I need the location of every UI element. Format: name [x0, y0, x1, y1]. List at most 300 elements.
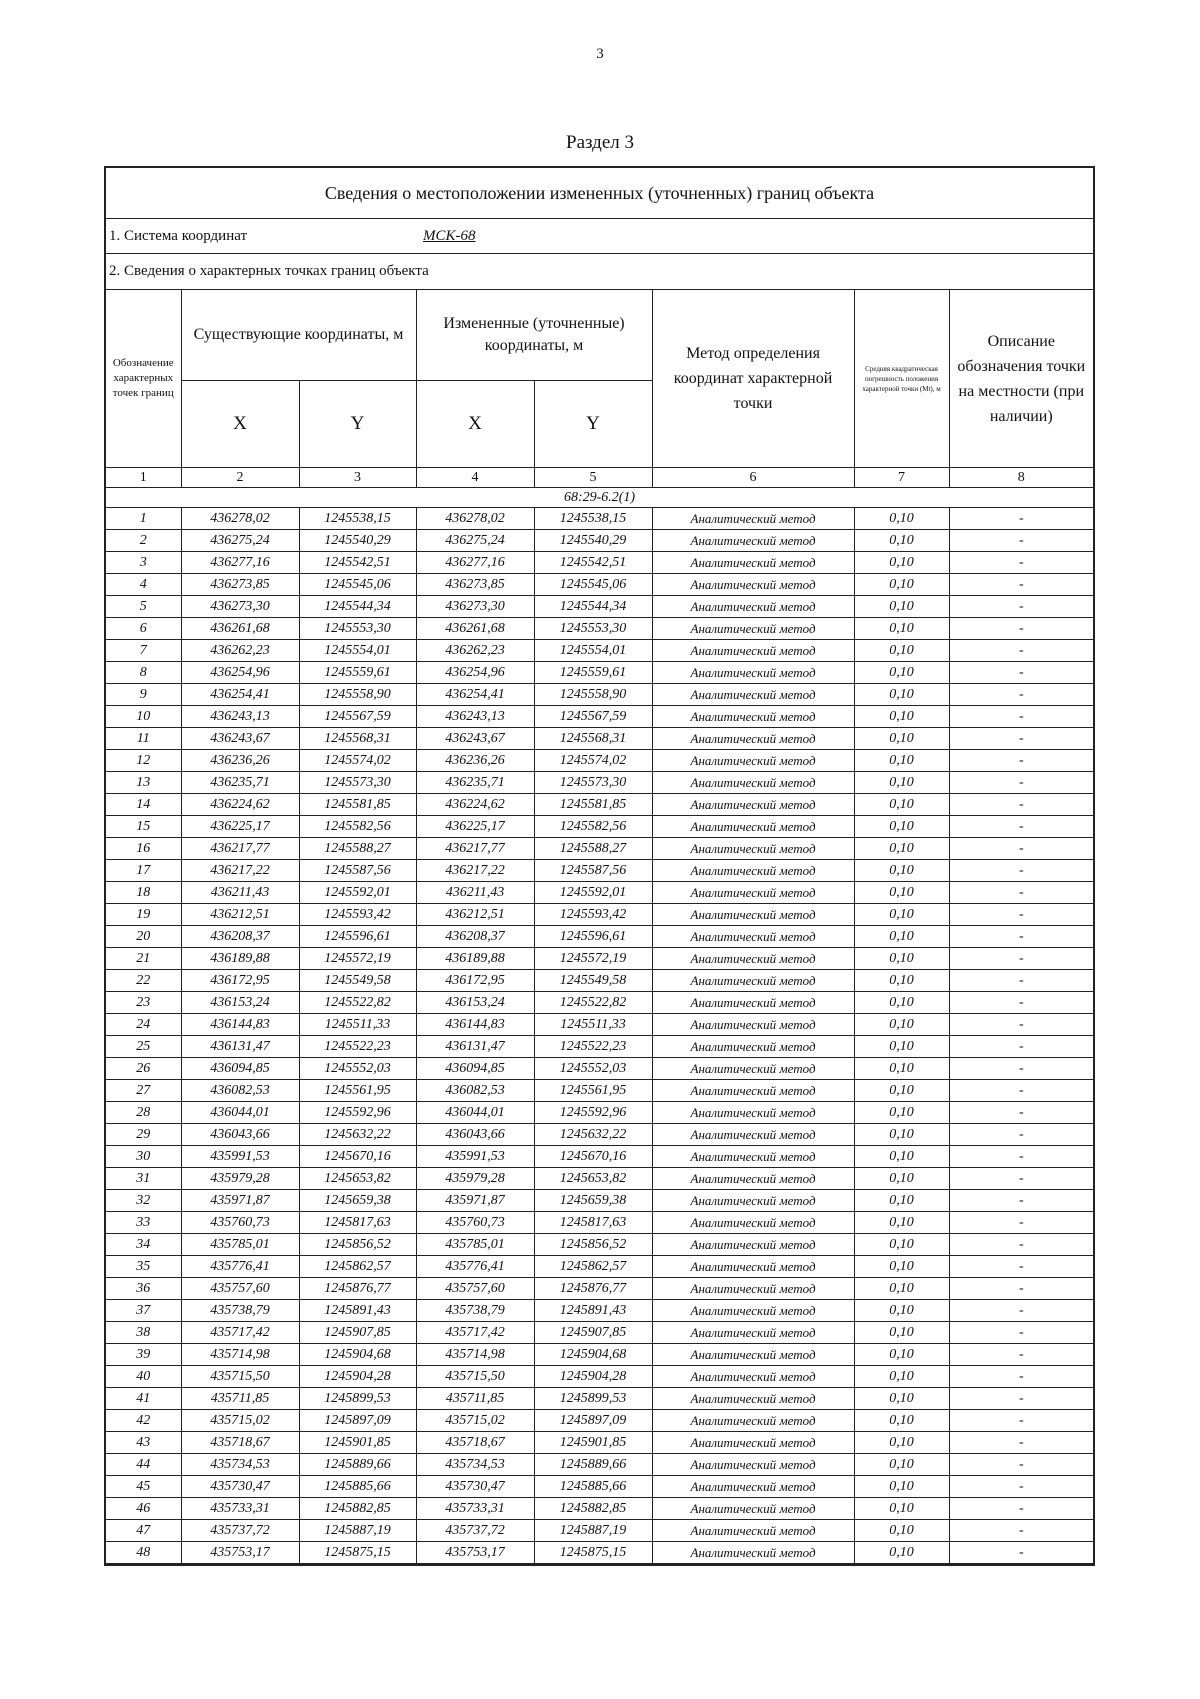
- table-row: [106, 1190, 1093, 1212]
- description-cell: -: [949, 1388, 1093, 1410]
- point-number-cell: 45: [106, 1476, 181, 1498]
- existing-y-cell: 1245540,29: [299, 530, 416, 552]
- error-cell: 0,10: [854, 530, 949, 552]
- description-cell: -: [949, 794, 1093, 816]
- existing-x-cell: 436131,47: [181, 1036, 299, 1058]
- table-row: [106, 1454, 1093, 1476]
- error-cell: 0,10: [854, 1454, 949, 1476]
- changed-x-cell: 436082,53: [416, 1080, 534, 1102]
- existing-y-cell: 1245553,30: [299, 618, 416, 640]
- changed-y-cell: 1245901,85: [534, 1432, 652, 1454]
- existing-y-cell: 1245588,27: [299, 838, 416, 860]
- existing-x-cell: 436217,77: [181, 838, 299, 860]
- changed-y-cell: 1245522,82: [534, 992, 652, 1014]
- method-cell: Аналитический метод: [652, 1080, 854, 1102]
- description-cell: -: [949, 508, 1093, 530]
- header-existing-x: X: [181, 381, 299, 468]
- coordinate-system-row: [106, 219, 1093, 254]
- changed-x-cell: 436243,13: [416, 706, 534, 728]
- method-cell: Аналитический метод: [652, 1190, 854, 1212]
- error-cell: 0,10: [854, 1366, 949, 1388]
- existing-y-cell: 1245558,90: [299, 684, 416, 706]
- existing-y-cell: 1245581,85: [299, 794, 416, 816]
- changed-x-cell: 436235,71: [416, 772, 534, 794]
- existing-y-cell: 1245632,22: [299, 1124, 416, 1146]
- existing-x-cell: 436212,51: [181, 904, 299, 926]
- existing-y-cell: 1245574,02: [299, 750, 416, 772]
- error-cell: 0,10: [854, 1344, 949, 1366]
- existing-x-cell: 435714,98: [181, 1344, 299, 1366]
- table-row: [106, 1278, 1093, 1300]
- changed-y-cell: 1245567,59: [534, 706, 652, 728]
- existing-x-cell: 435971,87: [181, 1190, 299, 1212]
- description-cell: -: [949, 1190, 1093, 1212]
- method-cell: Аналитический метод: [652, 1124, 854, 1146]
- point-number-cell: 10: [106, 706, 181, 728]
- error-cell: 0,10: [854, 1410, 949, 1432]
- table-row: [106, 1080, 1093, 1102]
- changed-x-cell: 436217,22: [416, 860, 534, 882]
- coordinate-system-value: МСК-68: [423, 228, 476, 244]
- error-cell: 0,10: [854, 772, 949, 794]
- existing-x-cell: 435979,28: [181, 1168, 299, 1190]
- table-row: [106, 1168, 1093, 1190]
- existing-x-cell: 436275,24: [181, 530, 299, 552]
- page-number: 3: [596, 46, 604, 62]
- column-number: 1: [106, 468, 181, 488]
- table-row: [106, 1366, 1093, 1388]
- description-cell: -: [949, 772, 1093, 794]
- changed-y-cell: 1245885,66: [534, 1476, 652, 1498]
- changed-x-cell: 435785,01: [416, 1234, 534, 1256]
- existing-x-cell: 436262,23: [181, 640, 299, 662]
- existing-x-cell: 435715,02: [181, 1410, 299, 1432]
- existing-x-cell: 436044,01: [181, 1102, 299, 1124]
- description-cell: -: [949, 1520, 1093, 1542]
- changed-x-cell: 436208,37: [416, 926, 534, 948]
- existing-y-cell: 1245567,59: [299, 706, 416, 728]
- description-cell: -: [949, 1036, 1093, 1058]
- changed-x-cell: 436144,83: [416, 1014, 534, 1036]
- existing-y-cell: 1245561,95: [299, 1080, 416, 1102]
- changed-y-cell: 1245587,56: [534, 860, 652, 882]
- existing-y-cell: 1245554,01: [299, 640, 416, 662]
- table-row: [106, 684, 1093, 706]
- changed-y-cell: 1245596,61: [534, 926, 652, 948]
- changed-x-cell: 436275,24: [416, 530, 534, 552]
- error-cell: 0,10: [854, 904, 949, 926]
- error-cell: 0,10: [854, 1542, 949, 1564]
- description-cell: -: [949, 992, 1093, 1014]
- point-number-cell: 19: [106, 904, 181, 926]
- existing-x-cell: 436153,24: [181, 992, 299, 1014]
- table-row: [106, 1146, 1093, 1168]
- existing-x-cell: 436273,30: [181, 596, 299, 618]
- changed-x-cell: 435753,17: [416, 1542, 534, 1564]
- existing-x-cell: 435738,79: [181, 1300, 299, 1322]
- header-changed-coordinates: Измененные (уточненные) координаты, м: [416, 290, 652, 381]
- existing-x-cell: 436243,67: [181, 728, 299, 750]
- existing-x-cell: 436254,96: [181, 662, 299, 684]
- changed-x-cell: 436224,62: [416, 794, 534, 816]
- table-row: [106, 794, 1093, 816]
- existing-x-cell: 435991,53: [181, 1146, 299, 1168]
- changed-y-cell: 1245511,33: [534, 1014, 652, 1036]
- changed-x-cell: 436277,16: [416, 552, 534, 574]
- error-cell: 0,10: [854, 816, 949, 838]
- existing-x-cell: 435753,17: [181, 1542, 299, 1564]
- error-cell: 0,10: [854, 1190, 949, 1212]
- error-cell: 0,10: [854, 1498, 949, 1520]
- header-changed-y: Y: [534, 381, 652, 468]
- error-cell: 0,10: [854, 1432, 949, 1454]
- point-number-cell: 2: [106, 530, 181, 552]
- changed-y-cell: 1245581,85: [534, 794, 652, 816]
- changed-x-cell: 436262,23: [416, 640, 534, 662]
- description-cell: -: [949, 882, 1093, 904]
- error-cell: 0,10: [854, 1300, 949, 1322]
- table-row: [106, 728, 1093, 750]
- existing-x-cell: 436144,83: [181, 1014, 299, 1036]
- column-number: 2: [181, 468, 299, 488]
- description-cell: -: [949, 1256, 1093, 1278]
- changed-y-cell: 1245553,30: [534, 618, 652, 640]
- existing-y-cell: 1245596,61: [299, 926, 416, 948]
- description-cell: -: [949, 1498, 1093, 1520]
- error-cell: 0,10: [854, 1476, 949, 1498]
- method-cell: Аналитический метод: [652, 1366, 854, 1388]
- point-number-cell: 17: [106, 860, 181, 882]
- method-cell: Аналитический метод: [652, 728, 854, 750]
- changed-y-cell: 1245572,19: [534, 948, 652, 970]
- existing-y-cell: 1245572,19: [299, 948, 416, 970]
- error-cell: 0,10: [854, 1168, 949, 1190]
- boundary-table-frame: [104, 166, 1095, 1566]
- point-number-cell: 5: [106, 596, 181, 618]
- table-row: [106, 1256, 1093, 1278]
- existing-x-cell: 435785,01: [181, 1234, 299, 1256]
- header-changed-x: X: [416, 381, 534, 468]
- description-cell: -: [949, 1014, 1093, 1036]
- header-existing-coordinates: Существующие координаты, м: [181, 290, 416, 381]
- method-cell: Аналитический метод: [652, 508, 854, 530]
- point-number-cell: 26: [106, 1058, 181, 1080]
- table-row: [106, 530, 1093, 552]
- points-caption: 2. Сведения о характерных точках границ объекта: [106, 254, 1093, 290]
- method-cell: Аналитический метод: [652, 926, 854, 948]
- description-cell: -: [949, 816, 1093, 838]
- method-cell: Аналитический метод: [652, 750, 854, 772]
- changed-x-cell: 436236,26: [416, 750, 534, 772]
- description-cell: -: [949, 640, 1093, 662]
- existing-x-cell: 435733,31: [181, 1498, 299, 1520]
- changed-y-cell: 1245659,38: [534, 1190, 652, 1212]
- table-row: [106, 816, 1093, 838]
- changed-y-cell: 1245588,27: [534, 838, 652, 860]
- points-table-body: [106, 508, 1093, 1564]
- header-error: Средняя квадратическая погрешность положения характерной точки (Mt), м: [854, 290, 949, 468]
- existing-y-cell: 1245545,06: [299, 574, 416, 596]
- changed-y-cell: 1245862,57: [534, 1256, 652, 1278]
- description-cell: -: [949, 1146, 1093, 1168]
- table-row: [106, 1410, 1093, 1432]
- point-number-cell: 21: [106, 948, 181, 970]
- error-cell: 0,10: [854, 882, 949, 904]
- description-cell: -: [949, 1542, 1093, 1564]
- point-number-cell: 25: [106, 1036, 181, 1058]
- coordinate-system-label: 1. Система координат: [109, 228, 248, 244]
- existing-x-cell: 436273,85: [181, 574, 299, 596]
- existing-y-cell: 1245887,19: [299, 1520, 416, 1542]
- error-cell: 0,10: [854, 1212, 949, 1234]
- method-cell: Аналитический метод: [652, 706, 854, 728]
- column-number: 3: [299, 468, 416, 488]
- error-cell: 0,10: [854, 706, 949, 728]
- changed-x-cell: 436153,24: [416, 992, 534, 1014]
- changed-x-cell: 436212,51: [416, 904, 534, 926]
- point-number-cell: 20: [106, 926, 181, 948]
- changed-y-cell: 1245558,90: [534, 684, 652, 706]
- method-cell: Аналитический метод: [652, 1520, 854, 1542]
- error-cell: 0,10: [854, 728, 949, 750]
- method-cell: Аналитический метод: [652, 1454, 854, 1476]
- table-row: [106, 1212, 1093, 1234]
- description-cell: -: [949, 1278, 1093, 1300]
- existing-x-cell: 436211,43: [181, 882, 299, 904]
- changed-x-cell: 435717,42: [416, 1322, 534, 1344]
- changed-y-cell: 1245582,56: [534, 816, 652, 838]
- existing-y-cell: 1245587,56: [299, 860, 416, 882]
- changed-y-cell: 1245904,28: [534, 1366, 652, 1388]
- existing-x-cell: 435760,73: [181, 1212, 299, 1234]
- table-row: [106, 1102, 1093, 1124]
- table-row: [106, 948, 1093, 970]
- point-number-cell: 43: [106, 1432, 181, 1454]
- method-cell: Аналитический метод: [652, 1322, 854, 1344]
- point-number-cell: 48: [106, 1542, 181, 1564]
- existing-y-cell: 1245907,85: [299, 1322, 416, 1344]
- table-row: [106, 970, 1093, 992]
- table-row: [106, 1036, 1093, 1058]
- method-cell: Аналитический метод: [652, 662, 854, 684]
- point-number-cell: 15: [106, 816, 181, 838]
- existing-y-cell: 1245817,63: [299, 1212, 416, 1234]
- column-number: 7: [854, 468, 949, 488]
- existing-y-cell: 1245897,09: [299, 1410, 416, 1432]
- method-cell: Аналитический метод: [652, 838, 854, 860]
- existing-x-cell: 435718,67: [181, 1432, 299, 1454]
- description-cell: -: [949, 662, 1093, 684]
- changed-y-cell: 1245856,52: [534, 1234, 652, 1256]
- existing-x-cell: 436235,71: [181, 772, 299, 794]
- header-description: Описание обозначения точки на местности (при наличии): [949, 290, 1093, 468]
- existing-x-cell: 436208,37: [181, 926, 299, 948]
- point-number-cell: 39: [106, 1344, 181, 1366]
- existing-y-cell: 1245582,56: [299, 816, 416, 838]
- existing-x-cell: 435757,60: [181, 1278, 299, 1300]
- description-cell: -: [949, 728, 1093, 750]
- existing-x-cell: 436189,88: [181, 948, 299, 970]
- table-row: [106, 1234, 1093, 1256]
- changed-y-cell: 1245891,43: [534, 1300, 652, 1322]
- method-cell: Аналитический метод: [652, 1058, 854, 1080]
- existing-y-cell: 1245559,61: [299, 662, 416, 684]
- existing-y-cell: 1245885,66: [299, 1476, 416, 1498]
- existing-y-cell: 1245544,34: [299, 596, 416, 618]
- changed-y-cell: 1245545,06: [534, 574, 652, 596]
- point-number-cell: 4: [106, 574, 181, 596]
- point-number-cell: 31: [106, 1168, 181, 1190]
- error-cell: 0,10: [854, 1080, 949, 1102]
- changed-x-cell: 435711,85: [416, 1388, 534, 1410]
- description-cell: -: [949, 1344, 1093, 1366]
- description-cell: -: [949, 1366, 1093, 1388]
- method-cell: Аналитический метод: [652, 992, 854, 1014]
- changed-x-cell: 435776,41: [416, 1256, 534, 1278]
- point-number-cell: 18: [106, 882, 181, 904]
- changed-x-cell: 435757,60: [416, 1278, 534, 1300]
- changed-x-cell: 435718,67: [416, 1432, 534, 1454]
- table-row: [106, 1124, 1093, 1146]
- description-cell: -: [949, 750, 1093, 772]
- point-number-cell: 40: [106, 1366, 181, 1388]
- changed-x-cell: 436273,30: [416, 596, 534, 618]
- description-cell: -: [949, 1234, 1093, 1256]
- description-cell: -: [949, 1300, 1093, 1322]
- table-row: [106, 1476, 1093, 1498]
- error-cell: 0,10: [854, 1058, 949, 1080]
- error-cell: 0,10: [854, 618, 949, 640]
- point-number-cell: 6: [106, 618, 181, 640]
- existing-y-cell: 1245522,23: [299, 1036, 416, 1058]
- table-row: [106, 662, 1093, 684]
- changed-y-cell: 1245538,15: [534, 508, 652, 530]
- changed-y-cell: 1245554,01: [534, 640, 652, 662]
- error-cell: 0,10: [854, 948, 949, 970]
- point-number-cell: 23: [106, 992, 181, 1014]
- table-row: [106, 1542, 1093, 1564]
- changed-x-cell: 436278,02: [416, 508, 534, 530]
- changed-y-cell: 1245592,01: [534, 882, 652, 904]
- changed-x-cell: 436243,67: [416, 728, 534, 750]
- point-number-cell: 11: [106, 728, 181, 750]
- column-number: 5: [534, 468, 652, 488]
- changed-x-cell: 436273,85: [416, 574, 534, 596]
- point-number-cell: 38: [106, 1322, 181, 1344]
- existing-y-cell: 1245573,30: [299, 772, 416, 794]
- changed-x-cell: 435733,31: [416, 1498, 534, 1520]
- error-cell: 0,10: [854, 1124, 949, 1146]
- method-cell: Аналитический метод: [652, 618, 854, 640]
- changed-y-cell: 1245887,19: [534, 1520, 652, 1542]
- method-cell: Аналитический метод: [652, 860, 854, 882]
- description-cell: -: [949, 926, 1093, 948]
- section-title: Раздел 3: [566, 132, 634, 153]
- description-cell: -: [949, 1454, 1093, 1476]
- error-cell: 0,10: [854, 662, 949, 684]
- method-cell: Аналитический метод: [652, 1168, 854, 1190]
- error-cell: 0,10: [854, 1520, 949, 1542]
- changed-y-cell: 1245897,09: [534, 1410, 652, 1432]
- changed-x-cell: 435738,79: [416, 1300, 534, 1322]
- table-row: [106, 926, 1093, 948]
- error-cell: 0,10: [854, 574, 949, 596]
- method-cell: Аналитический метод: [652, 1102, 854, 1124]
- changed-x-cell: 436225,17: [416, 816, 534, 838]
- point-number-cell: 33: [106, 1212, 181, 1234]
- changed-x-cell: 435737,72: [416, 1520, 534, 1542]
- description-cell: -: [949, 596, 1093, 618]
- existing-x-cell: 436243,13: [181, 706, 299, 728]
- error-cell: 0,10: [854, 1322, 949, 1344]
- error-cell: 0,10: [854, 750, 949, 772]
- changed-x-cell: 436094,85: [416, 1058, 534, 1080]
- existing-x-cell: 436043,66: [181, 1124, 299, 1146]
- changed-y-cell: 1245568,31: [534, 728, 652, 750]
- existing-x-cell: 436225,17: [181, 816, 299, 838]
- changed-x-cell: 436043,66: [416, 1124, 534, 1146]
- changed-x-cell: 435979,28: [416, 1168, 534, 1190]
- method-cell: Аналитический метод: [652, 552, 854, 574]
- table-row: [106, 1520, 1093, 1542]
- changed-y-cell: 1245542,51: [534, 552, 652, 574]
- description-cell: -: [949, 706, 1093, 728]
- description-cell: -: [949, 1058, 1093, 1080]
- method-cell: Аналитический метод: [652, 794, 854, 816]
- existing-y-cell: 1245882,85: [299, 1498, 416, 1520]
- error-cell: 0,10: [854, 508, 949, 530]
- existing-y-cell: 1245511,33: [299, 1014, 416, 1036]
- method-cell: Аналитический метод: [652, 1432, 854, 1454]
- description-cell: -: [949, 684, 1093, 706]
- existing-y-cell: 1245856,52: [299, 1234, 416, 1256]
- group-label: 68:29-6.2(1): [106, 488, 1093, 508]
- table-caption: Сведения о местоположении измененных (уточненных) границ объекта: [106, 168, 1093, 219]
- existing-x-cell: 436172,95: [181, 970, 299, 992]
- table-row: [106, 838, 1093, 860]
- description-cell: -: [949, 1322, 1093, 1344]
- existing-y-cell: 1245542,51: [299, 552, 416, 574]
- error-cell: 0,10: [854, 970, 949, 992]
- existing-x-cell: 436277,16: [181, 552, 299, 574]
- method-cell: Аналитический метод: [652, 816, 854, 838]
- table-row: [106, 750, 1093, 772]
- header-existing-y: Y: [299, 381, 416, 468]
- changed-x-cell: 436217,77: [416, 838, 534, 860]
- existing-x-cell: 436217,22: [181, 860, 299, 882]
- table-row: [106, 706, 1093, 728]
- error-cell: 0,10: [854, 860, 949, 882]
- changed-y-cell: 1245573,30: [534, 772, 652, 794]
- point-number-cell: 34: [106, 1234, 181, 1256]
- error-cell: 0,10: [854, 992, 949, 1014]
- changed-y-cell: 1245593,42: [534, 904, 652, 926]
- changed-y-cell: 1245899,53: [534, 1388, 652, 1410]
- column-number: 4: [416, 468, 534, 488]
- table-row: [106, 618, 1093, 640]
- point-number-cell: 9: [106, 684, 181, 706]
- method-cell: Аналитический метод: [652, 1234, 854, 1256]
- existing-x-cell: 436236,26: [181, 750, 299, 772]
- error-cell: 0,10: [854, 1014, 949, 1036]
- existing-x-cell: 435717,42: [181, 1322, 299, 1344]
- description-cell: -: [949, 1102, 1093, 1124]
- existing-y-cell: 1245522,82: [299, 992, 416, 1014]
- point-number-cell: 37: [106, 1300, 181, 1322]
- existing-y-cell: 1245549,58: [299, 970, 416, 992]
- changed-x-cell: 436044,01: [416, 1102, 534, 1124]
- changed-y-cell: 1245889,66: [534, 1454, 652, 1476]
